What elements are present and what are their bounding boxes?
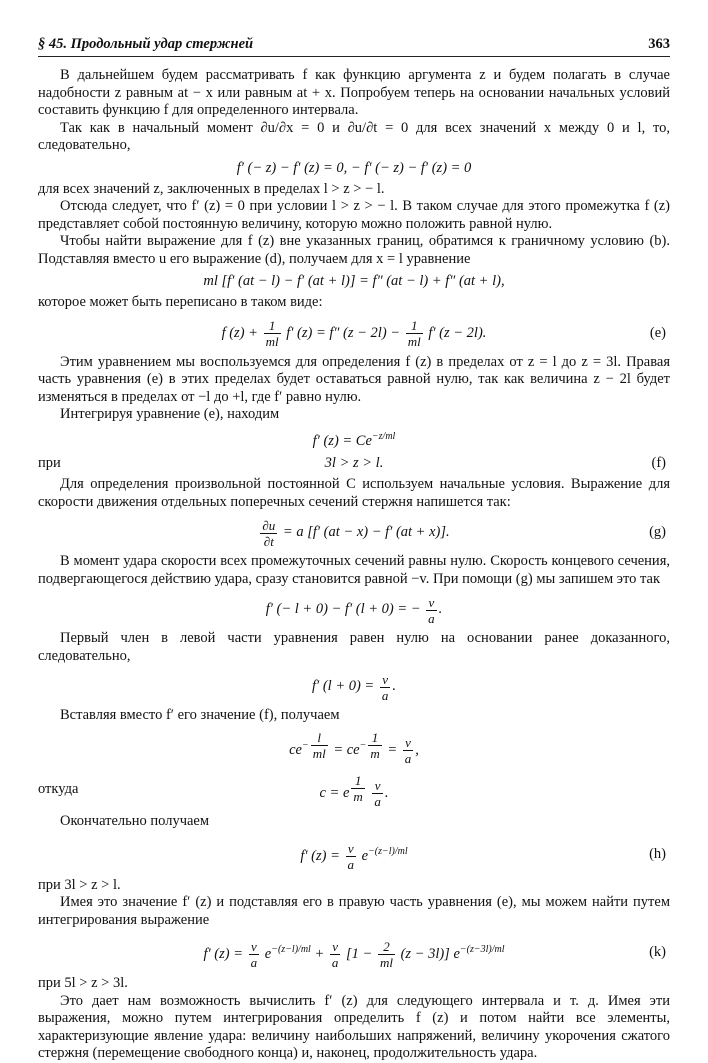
equation-number: (g) [649,524,666,541]
equation-c: $ce^{- \frac{l}{ml}}$ = $ce^{- \frac{1}{m}}$ = $\frac{v}{a}$ , [289,730,419,766]
equation-number: (e) [649,324,666,341]
equation-f: при 3l > z > l. (f) [38,455,666,472]
equation-number: (h) [649,845,666,862]
equation: f′ (− z) − f′ (z) = 0, − f′ (− z) − f′ (z) = 0 [236,159,472,176]
equation-number: (k) [649,944,666,961]
equation-g: $\frac{\partial u}{\partial t}$ = a [f′ (at − x) − f′ (at + x)]. (g) [38,514,670,550]
paragraph: Отсюда следует, что f′ (z) = 0 при условии l > z > − l. В таком случае для этого промежутка f (z) представляет собой постоянную величину, которую можно положить равной нулю. [38,198,670,232]
running-header [38,34,670,57]
paragraph: Интегрируя уравнение (e), находим [60,406,280,422]
page [38,34,670,1063]
equation-k: f′ (z) = $\frac{v}{a}$ $e^{-(z-l)/ml}$ + $\frac{v}{a}$ [1 − $\frac{2}{ml}$ (z − 3l)] $e^{-(z-3l)/ml}$ (k) [38,932,670,972]
equation-number: (f) [651,455,666,472]
paragraph: Вставляя вместо f′ его значение (f), получаем [60,707,340,724]
paragraph: Это дает нам возможность вычислить f′ (z) для следующего интервала и т. д. Имея эти выражения, можно путем интегрирования определить f (z) и потом найти все элементы, характеризующие явление удара: величину наибольших напряжений, величину укорочения сжатого стержня (перемещение свободного конца) и, наконец, продолжительность удара. [38,992,670,1062]
equation-solution: f′ $(z) = Ce^{-z/ml}$ [312,430,396,449]
paragraph: Для определения произвольной постоянной C используем начальные условия. Выражение для скорости движения отдельных поперечных сечений стержня напишется так: [38,476,670,510]
body-text [38,67,670,1063]
equation: ml [f′ (at − l) − f′ (at + l)] = f″ (at − l) + f″ (at + l), [203,273,505,289]
equation-h: f′ (z) = $\frac{v}{a}$ $e^{-(z-l)/ml}$ (h) [38,834,670,874]
condition: при 5l > z > 3l. [38,975,128,992]
page-number: 363 [648,36,670,52]
equation-v: f′ (− l + 0) − f′ (l + 0) = − $\frac{v}{a}$ . [265,594,443,626]
equation-e: f (z) + $\frac{1}{ml}$ f′ (z) = f″ (z − 2l) − $\frac{1}{ml}$ f′ (z − 2l). (e) [38,315,670,351]
paragraph: Имея это значение f′ (z) и подставляя его в правую часть уравнения (e), мы можем найти путем интегрирования выражение [38,894,670,928]
equation-c2: откуда c = e $^{\frac{1}{m}}$ $\frac{v}{a}$ . [38,772,389,809]
paragraph: Так как в начальный момент ∂u/∂x = 0 и ∂u/∂t = 0 для всех значений x между 0 и l, то, следовательно, [38,119,670,153]
condition: при 3l > z > l. [38,876,121,893]
paragraph: которое может быть переписано в таком виде: [38,294,323,310]
paragraph: для всех значений z, заключенных в пределах l > z > − l. [38,180,385,197]
equation-v2: f′ (l + 0) = $\frac{v}{a}$ . [312,671,396,703]
section-title: § 45. Продольный удар стержней [38,36,254,52]
paragraph: Первый член в левой части уравнения равен нулю на основании ранее доказанного, следовательно, [38,630,670,664]
paragraph: В дальнейшем будем рассматривать f как функцию аргумента z и будем полагать в случае надобности z равным at − x или равным at + x. Попробуем теперь на основании начальных условий составить функцию f для определенного интервала. [38,67,670,118]
paragraph: Чтобы найти выражение для f (z) вне указанных границ, обратимся к граничному условию (b). Подставляя вместо u его выражение (d), получаем для x = l уравнение [38,233,670,267]
paragraph: Окончательно получаем [60,813,210,830]
paragraph: В момент удара скорости всех промежуточных сечений равны нулю. Скорость концевого сечения, подвергающегося действию удара, сразу становится равной −v. При помощи (g) мы запишем это так [38,553,670,587]
paragraph: Этим уравнением мы воспользуемся для определения f (z) в пределах от z = l до z = 3l. Правая часть уравнения (e) в этих пределах будет оставаться равной нулю, так как величина z − 2l будет изменяться в пределах от −l до +l, где f′ равно нулю. [38,353,670,405]
